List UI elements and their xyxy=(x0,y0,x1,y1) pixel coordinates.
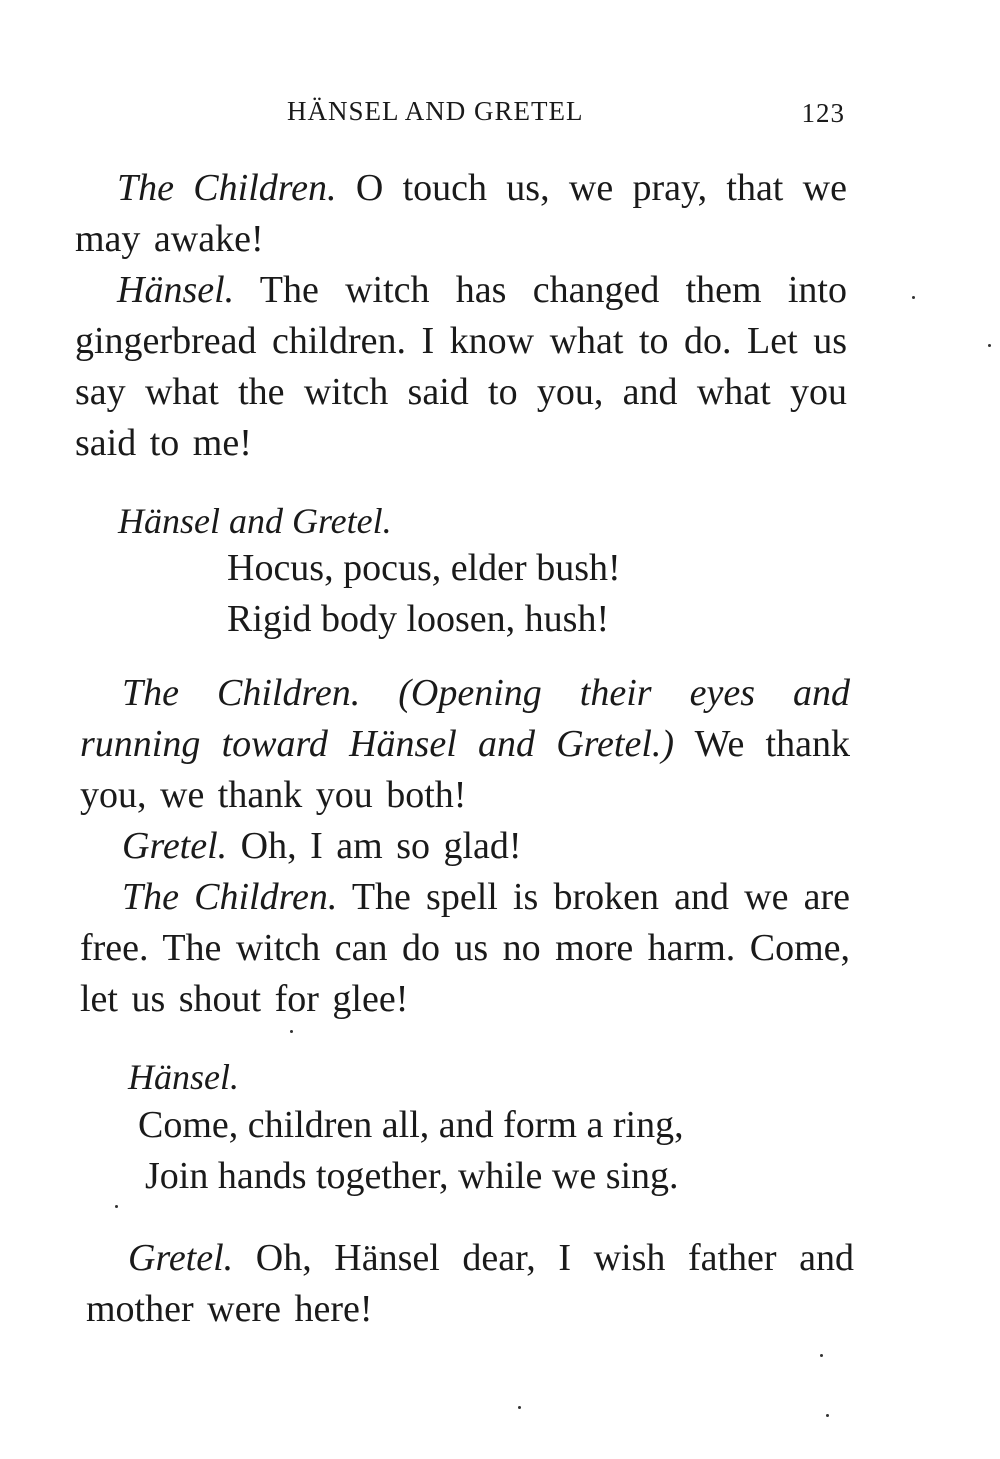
scan-speck xyxy=(115,1205,118,1208)
dialogue-block-1 xyxy=(75,163,847,469)
speech-text: The witch has changed them into gingerbread children. I know what to do. Let us say what the witch said to you, and what you said to me! xyxy=(75,269,847,464)
speaker-label: The Children. xyxy=(117,167,337,209)
page-number: 123 xyxy=(801,98,845,128)
song-speaker-heading: Hänsel. xyxy=(128,1057,239,1097)
scan-speck xyxy=(912,296,915,299)
speaker-label: The Children. xyxy=(122,672,361,714)
paragraph-children-free xyxy=(80,872,850,1025)
scan-speck xyxy=(820,1354,823,1357)
scan-speck xyxy=(826,1414,829,1417)
speaker-label: The Children. xyxy=(122,876,338,918)
paragraph-children-thank xyxy=(80,668,850,821)
stage-direction: (Opening their eyes and running toward Hänsel and Gretel.) xyxy=(80,672,850,765)
song-line-1: Come, children all, and form a ring, xyxy=(138,1104,684,1146)
paragraph-gretel-wish xyxy=(86,1233,854,1335)
speech-text: Oh, I am so glad! xyxy=(240,825,522,867)
page-header xyxy=(75,96,845,136)
song-line-2: Join hands together, while we sing. xyxy=(145,1155,679,1197)
scan-speck xyxy=(518,1406,521,1409)
scan-speck xyxy=(290,1030,293,1033)
speech-text: Oh, Hänsel dear, I wish father and mother were here! xyxy=(86,1237,854,1330)
speaker-label: Gretel. xyxy=(128,1237,234,1279)
speaker-label: Hänsel. xyxy=(117,269,235,311)
speech-text: The spell is broken and we are free. The witch can do us no more harm. Come, let us shout for glee! xyxy=(80,876,850,1020)
dialogue-block-3 xyxy=(86,1233,854,1335)
chant-line-2: Rigid body loosen, hush! xyxy=(227,598,610,640)
chant-line-1: Hocus, pocus, elder bush! xyxy=(227,547,621,589)
paragraph-gretel-glad xyxy=(80,821,850,872)
chant-speaker-heading: Hänsel and Gretel. xyxy=(118,501,392,541)
paragraph-hansel-witch xyxy=(75,265,847,469)
speech-text: O touch us, we pray, that we may awake! xyxy=(75,167,847,260)
speaker-label: Gretel. xyxy=(122,825,228,867)
paragraph-children-awake xyxy=(75,163,847,265)
speech-text: We thank you, we thank you both! xyxy=(80,723,850,816)
running-title: HÄNSEL AND GRETEL xyxy=(287,96,584,126)
scan-speck xyxy=(988,344,991,347)
dialogue-block-2 xyxy=(80,668,850,1025)
